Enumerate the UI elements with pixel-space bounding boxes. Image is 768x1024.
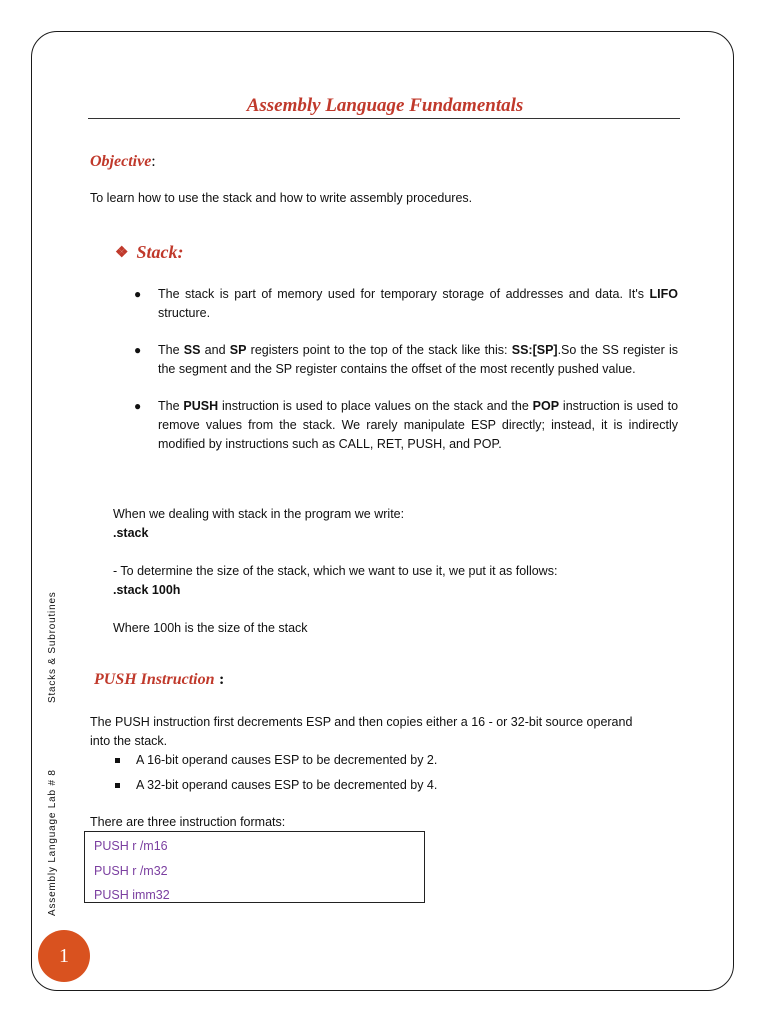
- list-item: [130, 285, 678, 323]
- bullet-bold: PUSH: [183, 399, 219, 413]
- formats-box: [84, 831, 425, 903]
- bullet-text: The stack is part of memory used for temporary storage of addresses and data. It's: [158, 287, 650, 301]
- objective-heading: [90, 153, 156, 171]
- square-bullet-icon: [115, 758, 120, 763]
- size-text: - To determine the size of the stack, which we want to use it, we put it as follows:: [113, 564, 558, 578]
- formats-label: There are three instruction formats:: [90, 815, 286, 829]
- title-divider: [88, 118, 680, 119]
- bullet-text: and: [200, 343, 230, 357]
- bullet-bold: SP: [229, 343, 247, 357]
- page-number-badge: 1: [38, 930, 90, 982]
- bullet-text: .So the SS register is the segment and the SP register contains the offset of the most recently pushed value.: [158, 343, 678, 376]
- stack-directive: .stack: [113, 526, 149, 540]
- stack-bullet-list: [130, 285, 678, 472]
- bullet-bold: LIFO: [649, 287, 678, 301]
- push-description: The PUSH instruction first decrements ESP and then copies either a 16 - or 32-bit source operand into the stack.: [90, 715, 633, 748]
- stack-size-directive: .stack 100h: [113, 583, 181, 597]
- list-item: [115, 751, 437, 770]
- list-item: [130, 397, 678, 454]
- square-bullet-icon: [115, 783, 120, 788]
- side-label-lab: Assembly Language Lab # 8: [47, 769, 58, 916]
- objective-heading-label: Objective: [90, 153, 152, 170]
- bullet-dot-icon: ●: [134, 287, 142, 301]
- page-title: Assembly Language Fundamentals: [246, 95, 524, 116]
- format-line: PUSH r /m16: [94, 839, 168, 853]
- push-bullet-list: [115, 751, 437, 801]
- bullet-text: The: [158, 343, 184, 357]
- stack-heading: [115, 242, 183, 263]
- bullet-dot-icon: ●: [134, 343, 142, 357]
- bullet-bold: SS: [183, 343, 201, 357]
- format-line: PUSH imm32: [94, 888, 170, 902]
- bullet-text: structure.: [158, 306, 211, 320]
- bullet-bold: POP: [532, 399, 560, 413]
- where-text: Where 100h is the size of the stack: [113, 621, 308, 635]
- bullet-text: instruction is used to remove values from the stack. We rarely manipulate ESP directly; instead, it is indirectly modified by instructions such as CALL, RET, PUSH, and POP.: [158, 399, 679, 451]
- bullet-text: A 32-bit operand causes ESP to be decremented by 4.: [136, 778, 438, 792]
- bullet-text: registers point to the top of the stack like this:: [246, 343, 512, 357]
- side-label-topic: Stacks & Subroutines: [47, 591, 58, 703]
- objective-colon: :: [151, 153, 156, 170]
- diamond-flower-icon: ❖: [115, 245, 129, 261]
- stack-heading-label: Stack:: [136, 242, 184, 262]
- bullet-text: The: [158, 399, 184, 413]
- bullet-bold: SS:[SP]: [511, 343, 558, 357]
- dealing-text: When we dealing with stack in the program we write:: [113, 507, 405, 521]
- bullet-text: instruction is used to place values on the stack and the: [218, 399, 533, 413]
- objective-text: To learn how to use the stack and how to write assembly procedures.: [90, 191, 473, 205]
- push-heading: [94, 671, 224, 689]
- bullet-dot-icon: ●: [134, 399, 142, 413]
- push-colon: :: [218, 671, 225, 688]
- push-heading-label: PUSH Instruction: [94, 671, 215, 688]
- list-item: [130, 341, 678, 379]
- format-line: PUSH r /m32: [94, 863, 168, 878]
- list-item: [115, 776, 437, 795]
- bullet-text: A 16-bit operand causes ESP to be decremented by 2.: [136, 753, 438, 767]
- stack-usage-block: [113, 505, 673, 638]
